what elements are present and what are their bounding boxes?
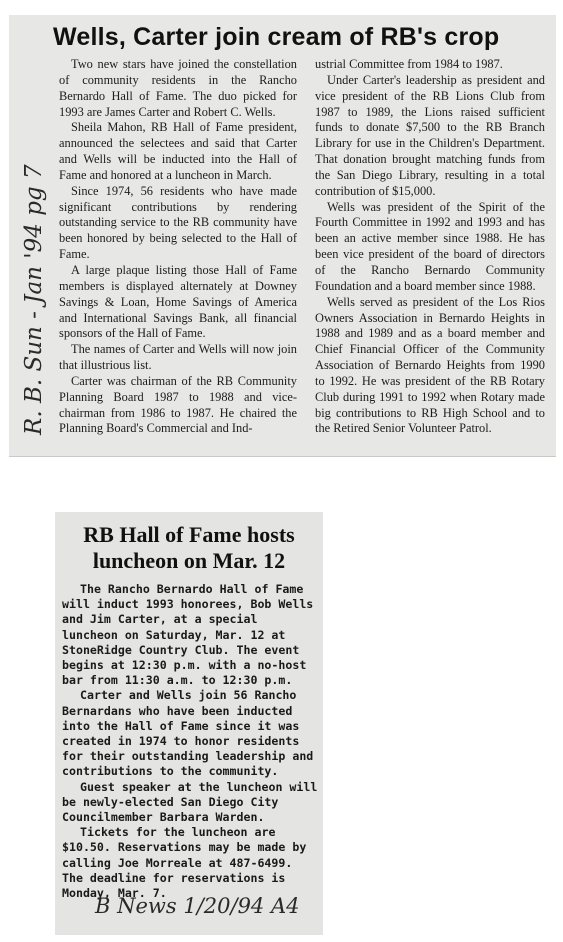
article-headline: Wells, Carter join cream of RB's crop (53, 23, 500, 51)
paragraph: Two new stars have joined the constellation of community residents in the Rancho Bernardo Hall of Fame. The duo picked for 1993 are James Carter and Robert C. Wells. (59, 57, 297, 119)
article-body (62, 582, 318, 901)
handwritten-source-note: B News 1/20/94 A4 (95, 894, 300, 918)
paragraph-continuation: ustrial Committee from 1984 to 1987. (315, 57, 503, 71)
paragraph: The Rancho Bernardo Hall of Fame will induct 1993 honorees, Bob Wells and Jim Carter, at a special luncheon on Saturday, Mar. 12 at StoneRidge Country Club. The event begins at 12:30 p.m. with a no-host bar from 11:30 a.m. to 12:30 p.m. (62, 582, 314, 688)
paragraph: Guest speaker at the luncheon will be newly-elected San Diego City Councilmember Barbara Warden. (62, 779, 318, 825)
article-clipping-hall-of-fame-inductees (9, 15, 556, 457)
paragraph: Carter was chairman of the RB Community Planning Board 1987 to 1988 and vice-chairman from 1986 to 1987. He chaired the Planning Board's Commercial and Ind- (59, 373, 297, 436)
article-headline: RB Hall of Fame hosts luncheon on Mar. 12 (83, 522, 295, 573)
handwritten-source-note: R. B. Sun - Jan '94 pg 7 (21, 164, 47, 435)
paragraph: Since 1974, 56 residents who have made significant contributions by rendering outstanding service to the RB community have been honored by being selected to the Hall of Fame. (59, 183, 297, 262)
article-column-left (59, 57, 297, 437)
paragraph: Carter and Wells join 56 Rancho Bernardans who have been inducted into the Hall of Fame since it was created in 1974 to honor residents for their outstanding leadership and contributions to the community. (62, 688, 314, 779)
paragraph: The names of Carter and Wells will now join that illustrious list. (59, 342, 297, 373)
paragraph: Sheila Mahon, RB Hall of Fame president, announced the selectees and said that Carter and Wells will be inducted into the Hall of Fame and honored at a luncheon in March. (59, 120, 297, 182)
paragraph: Wells was president of the Spirit of the Fourth Committee in 1992 and 1993 and has been an active member since 1988. He has been vice president of the board of directors of the Rancho Bernardo Community Foundation and a board member since 1988. (315, 199, 545, 293)
paragraph: A large plaque listing those Hall of Fame members is displayed alternately at Downey Savings & Loan, Home Savings of America and International Savings Bank, all financial sponsors of the Hall of Fame. (59, 262, 297, 341)
article-clipping-luncheon (55, 512, 323, 935)
paragraph: Wells served as president of the Los Rios Owners Association in Bernardo Heights in 1988 and 1989 and as a board member and Chief Financial Officer of the Community Association of Bernardo Heights from 1990 to 1992. He was president of the RB Rotary Club during 1991 to 1992 when Rotary made big contributions to RB High School and to the Retired Senior Volunteer Patrol. (315, 294, 545, 436)
paragraph: Tickets for the luncheon are $10.50. Reservations may be made by calling Joe Morreale at 487-6499. The deadline for reservations is Monday, Mar. 7. (62, 825, 307, 901)
article-column-right (315, 57, 545, 437)
paragraph: Under Carter's leadership as president and vice president of the RB Lions Club from 1987 to 1989, the Lions raised sufficient funds to donate $7,500 to the RB Branch Library for use in the Children's Department. That donation brought matching funds from the San Diego Library, resulting in a total contribution of $15,000. (315, 72, 545, 198)
